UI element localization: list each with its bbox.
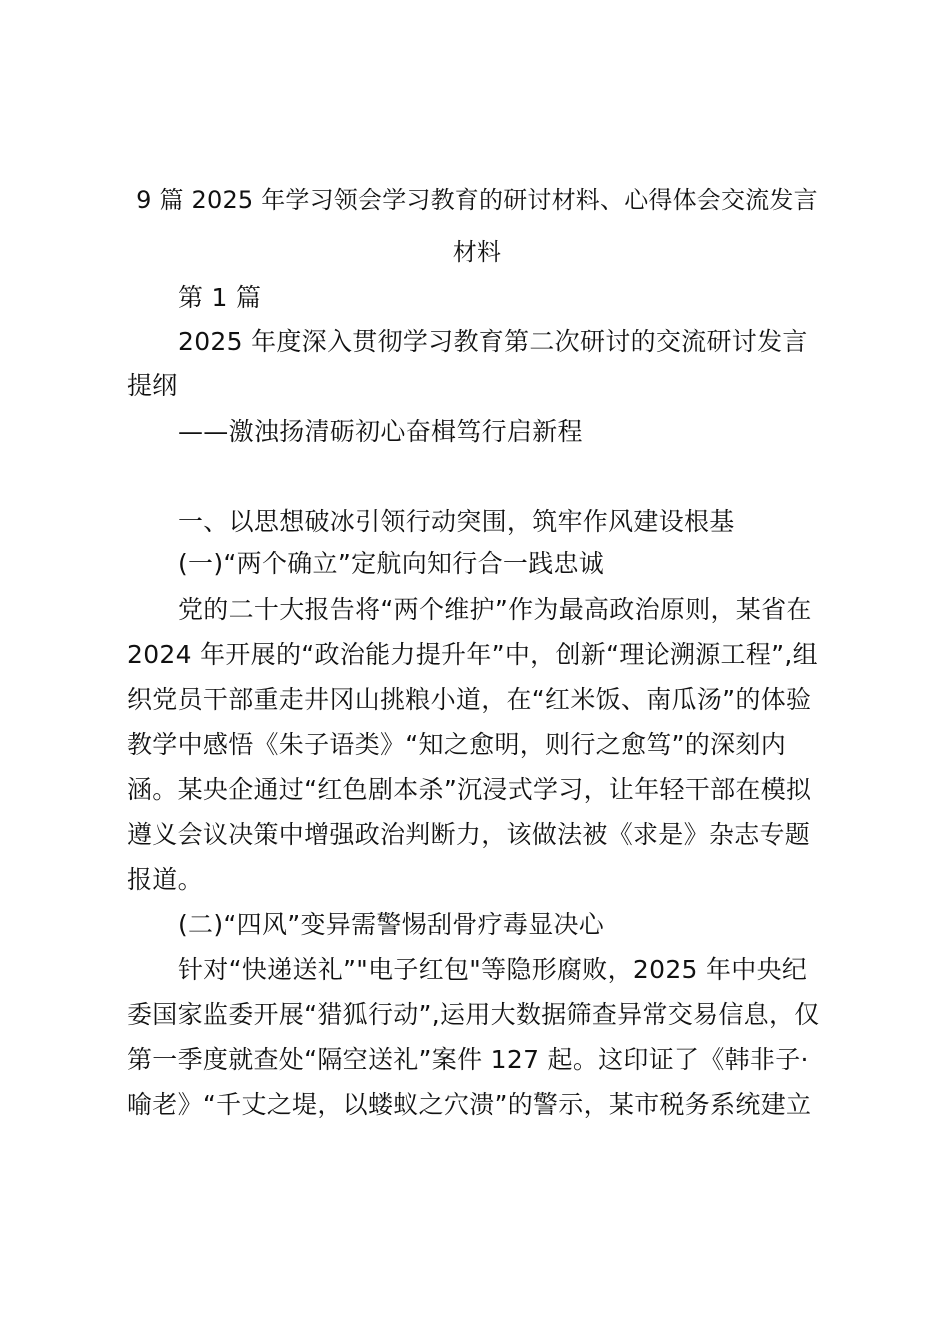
chapter-label: 第 1 篇 [178,283,262,312]
paragraph-line: 教学中感悟《朱子语类》“知之愈明，则行之愈笃”的深刻内 [127,730,787,759]
paragraph-line: 喻老》“千丈之堤，以蝼蚁之穴溃”的警示，某市税务系统建立 [127,1090,812,1119]
paragraph-line: 党的二十大报告将“两个维护”作为最高政治原则，某省在 [178,595,812,624]
subtitle-line-1: 2025 年度深入贯彻学习教育第二次研讨的交流研讨发言 [178,327,808,356]
paragraph-line: 第一季度就查处“隔空送礼”案件 127 起。这印证了《韩非子· [127,1045,809,1074]
paragraph-line: 报道。 [127,865,203,894]
subtitle-dash-line: ——激浊扬清砺初心奋楫笃行启新程 [178,417,583,446]
paragraph-line: 涵。某央企通过“红色剧本杀”沉浸式学习，让年轻干部在模拟 [127,775,812,804]
subsection-heading: (一)“两个确立”定航向知行合一践忠诚 [178,549,605,578]
paragraph-line: 针对“快递送礼”"电子红包"等隐形腐败，2025 年中央纪 [178,955,808,984]
paragraph-line: 织党员干部重走井冈山挑粮小道，在“红米饭、南瓜汤”的体验 [127,685,812,714]
paragraph-line: 遵义会议决策中增强政治判断力，该做法被《求是》杂志专题 [127,820,811,849]
document-title-line-2: 材料 [452,238,502,266]
paragraph-line: 委国家监委开展“猎狐行动”,运用大数据筛查异常交易信息，仅 [127,1000,820,1029]
subsection-heading: (二)“四风”变异需警惕刮骨疗毒显决心 [178,910,605,939]
document-title-line-1: 9 篇 2025 年学习领会学习教育的研讨材料、心得体会交流发言 [136,186,818,214]
subtitle-line-2: 提纲 [127,371,178,400]
section-heading: 一、以思想破冰引领行动突围，筑牢作风建设根基 [178,507,735,536]
paragraph-line: 2024 年开展的“政治能力提升年”中，创新“理论溯源工程”,组 [127,640,818,669]
